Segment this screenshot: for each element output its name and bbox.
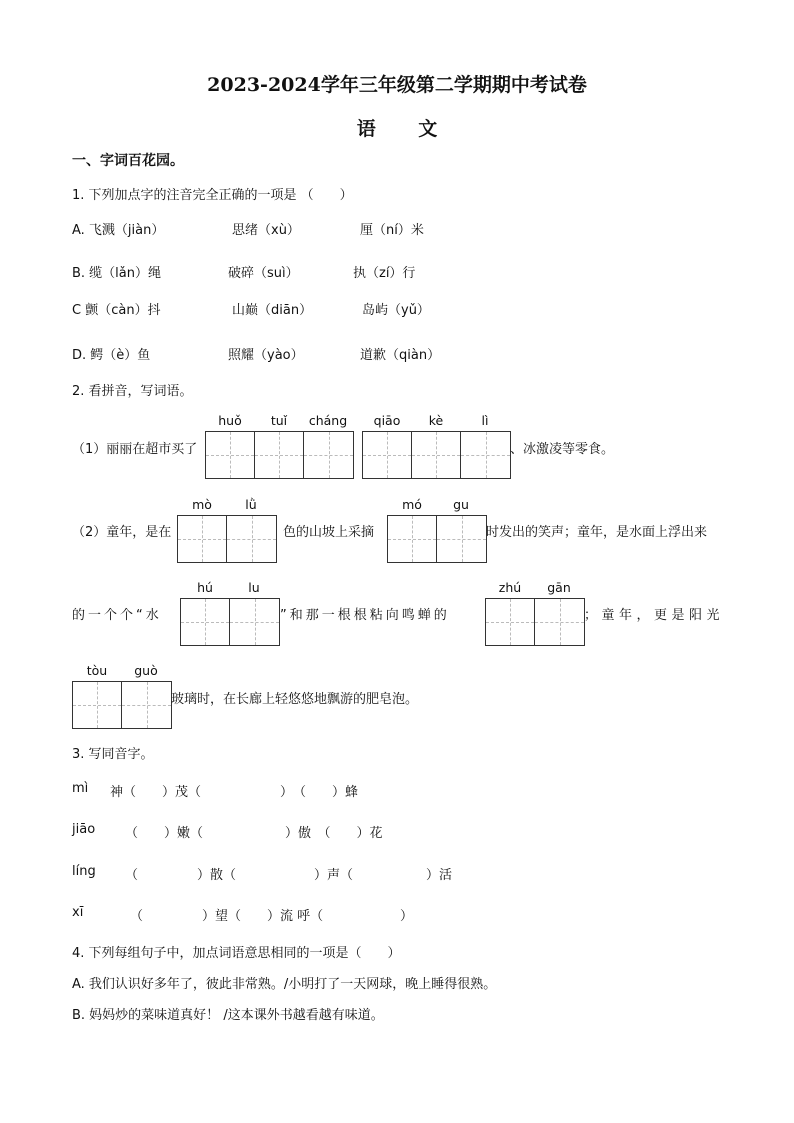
q3-row: ）望（ ）流 呼（ [202,909,324,924]
q4-stem: 4. 下列每组句子中，加点词语意思相同的一项是（ ） [72,946,401,961]
pinyin: hú [197,580,213,595]
q3-row: （ [125,868,139,883]
pinyin: zhú [498,580,522,595]
pinyin: mó [402,497,422,512]
q1-option-d: D. 鳄（è）鱼 [72,348,151,363]
q1-option-b: B. 缆（lǎn）绳 [72,266,162,281]
q2-line3-a: 的一个个“水 [72,608,162,623]
q1-option-d-word3: 道歉（qiàn） [360,348,441,363]
q1-stem: 1. 下列加点字的注音完全正确的一项是 （ ） [72,188,353,203]
q3-row: ） （ ）蜂 [280,785,359,800]
q1-option-d-word2: 照耀（yào） [228,348,304,363]
q1-option-c: C 颤（càn）抖 [72,303,161,318]
q3-pinyin: mì [72,781,89,796]
section-heading: 一、字词百花园。 [72,153,184,169]
q4-option-a: A. 我们认识好多年了，彼此非常熟。/小明打了一天网球，晚上睡得很熟。 [72,977,497,992]
exam-title: 2023-2024学年三年级第二学期期中考试卷 [207,74,587,96]
q3-row: ） [400,909,414,924]
q1-option-a-word2: 思绪（xù） [232,223,300,238]
q1-option-c-word3: 岛屿（yǔ） [362,303,430,318]
q3-row: 神（ ）茂（ [110,785,202,800]
pinyin: gu [453,497,469,512]
pinyin: qiāo [373,413,401,428]
q3-row: ）散（ [197,868,237,883]
q2-line4: 玻璃时，在长廊上轻悠悠地飘游的肥皂泡。 [171,692,419,707]
pinyin: lǜ [245,497,257,512]
writing-grid[interactable] [177,515,277,563]
q3-pinyin: jiāo [72,822,96,837]
pinyin: kè [428,413,444,428]
writing-grid[interactable] [180,598,280,646]
q1-option-a: A. 飞溅（jiàn） [72,223,165,238]
q1-option-a-word3: 厘（ní）米 [360,223,424,238]
q4-option-b: B. 妈妈炒的菜味道真好！ /这本课外书越看越有味道。 [72,1008,384,1023]
q3-pinyin: líng [72,864,96,879]
pinyin: guò [134,663,158,678]
q3-pinyin: xī [72,905,84,920]
q2-1-suffix: 、冰激凌等零食。 [510,442,615,457]
q3-row: ）傲 （ ）花 [285,826,383,841]
subject-title: 语 文 [356,118,456,140]
q1-option-c-word2: 山巅（diān） [232,303,313,318]
pinyin: gān [547,580,571,595]
q2-1-prefix: （1）丽丽在超市买了 [72,442,198,457]
q3-row: ）活 [426,868,453,883]
q2-line3-b: ”和那一根根粘向鸣蝉的 [280,608,450,623]
pinyin: lì [481,413,489,428]
q3-row: ）声（ [314,868,354,883]
writing-grid[interactable] [485,598,585,646]
q1-option-b-word3: 执（zí）行 [353,266,416,281]
writing-grid[interactable] [72,681,172,729]
pinyin: tòu [86,663,108,678]
q2-2-prefix: （2）童年，是在 [72,525,172,540]
pinyin: tuǐ [270,413,288,428]
pinyin: cháng [308,413,348,428]
q3-stem: 3. 写同音字。 [72,747,154,762]
pinyin: lu [248,580,260,595]
writing-grid[interactable] [205,431,354,479]
q2-line3-c: ；童年，更是阳光 [584,608,725,623]
q3-row: （ ）嫩（ [125,826,204,841]
writing-grid[interactable] [387,515,487,563]
q2-2-mid: 色的山坡上采摘 [283,525,375,540]
q1-option-b-word2: 破碎（suì） [228,266,299,281]
q2-2-suffix: 时发出的笑声；童年，是水面上浮出来 [486,525,708,540]
q3-row: （ [130,909,144,924]
q2-stem: 2. 看拼音，写词语。 [72,384,193,399]
pinyin: huǒ [218,413,242,428]
writing-grid[interactable] [362,431,511,479]
pinyin: mò [192,497,212,512]
